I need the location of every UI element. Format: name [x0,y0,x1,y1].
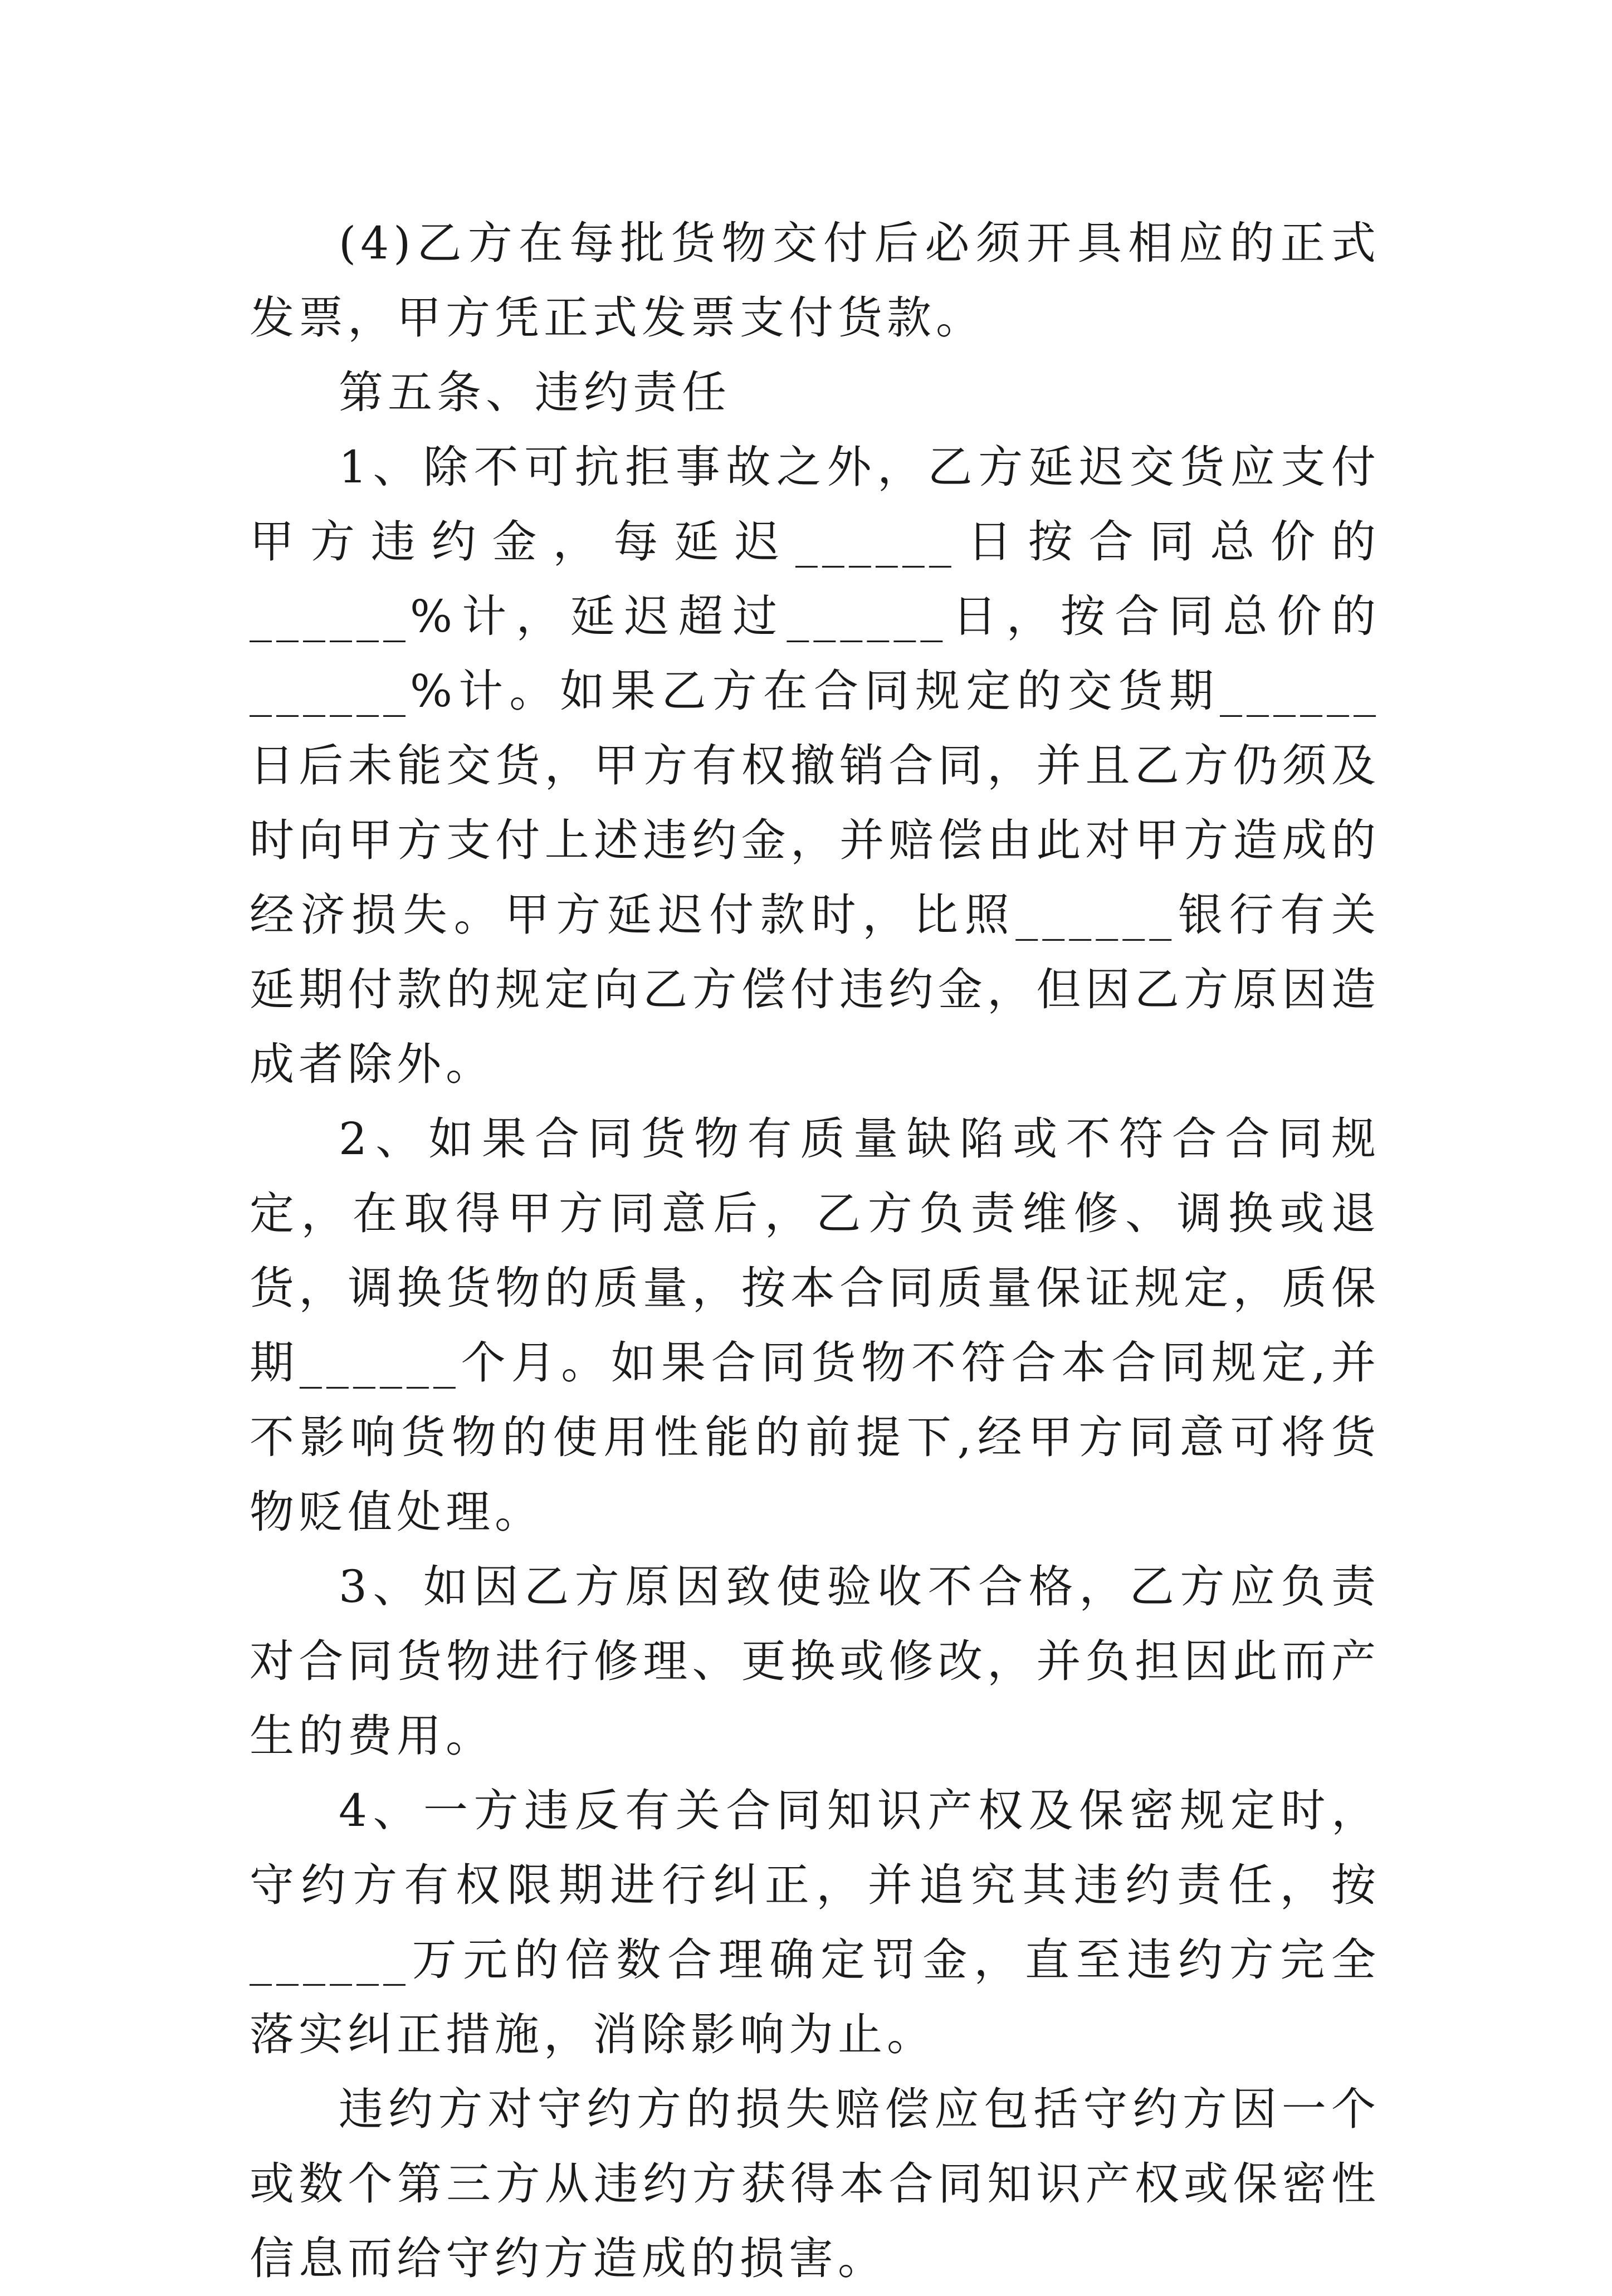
section-heading-breach-liability: 第五条、违约责任 [339,367,731,418]
document-body [250,206,1380,2296]
paragraph-quality-defect: 2、如果合同货物有质量缺陷或不符合合同规定，在取得甲方同意后，乙方负责维修、调换或退货，调换货物的质量，按本合同质量保证规定，质保期______个月。如果合同货物不符合本合同规定,并不影响货物的使用性能的前提下,经甲方同意可将货物贬值处理。 [250,1113,1380,1538]
paragraph-damages-scope: 违约方对守约方的损失赔偿应包括守约方因一个或数个第三方从违约方获得本合同知识产权或保密性信息而给守约方造成的损害。 [250,2083,1380,2284]
paragraph-acceptance-failure: 3、如因乙方原因致使验收不合格，乙方应负责对合同货物进行修理、更换或修改，并负担因此而产生的费用。 [250,1561,1380,1762]
paragraph-ip-confidentiality: 4、一方违反有关合同知识产权及保密规定时，守约方有权限期进行纠正，并追究其违约责任，按______万元的倍数合理确定罚金，直至违约方完全落实纠正措施，消除影响为止。 [250,1785,1380,2060]
paragraph-invoice-clause: (4)乙方在每批货物交付后必须开具相应的正式发票，甲方凭正式发票支付货款。 [250,217,1380,344]
paragraph-late-delivery-penalty: 1、除不可抗拒事故之外，乙方延迟交货应支付甲方违约金，每延迟______日按合同总价的______%计，延迟超过______日，按合同总价的______%计。如果乙方在合同规定的交货期______日后未能交货，甲方有权撤销合同，并且乙方仍须及时向甲方支付上述违约金，并赔偿由此对甲方造成的经济损失。甲方延迟付款时，比照______银行有关延期付款的规定向乙方偿付违约金，但因乙方原因造成者除外。 [250,441,1380,1090]
